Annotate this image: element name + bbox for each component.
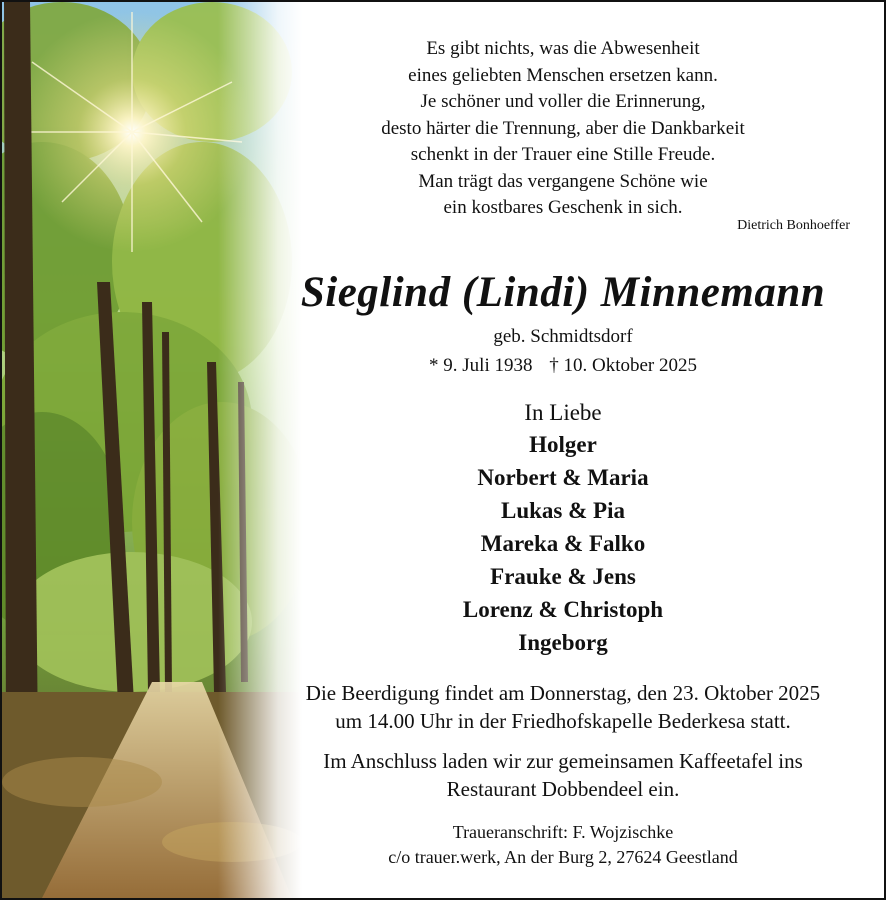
forest-path-photo [2, 2, 302, 898]
funeral-line: um 14.00 Uhr in der Friedhofskapelle Bederkesa statt. [335, 709, 791, 733]
mourner-name: Ingeborg [518, 630, 608, 655]
funeral-line: Die Beerdigung findet am Donnerstag, den 23. Oktober 2025 [305, 681, 821, 705]
funeral-info [264, 679, 862, 735]
birth-date: * 9. Juli 1938 [429, 355, 533, 376]
quote-block [264, 36, 862, 222]
quote-line: desto härter die Trennung, aber die Dankbarkeit [381, 117, 745, 139]
mourner-name: Lorenz & Christoph [462, 597, 664, 622]
quote-line: schenkt in der Trauer eine Stille Freude. [410, 144, 716, 165]
reception-line: Restaurant Dobbendeel ein. [446, 777, 680, 801]
quote-line: Es gibt nichts, was die Abwesenheit [426, 38, 700, 59]
quote-line: Je schöner und voller die Erinnerung, [420, 91, 706, 112]
mourning-address [264, 820, 862, 870]
mourner-name: Frauke & Jens [490, 564, 636, 589]
quote-line: eines geliebten Menschen ersetzen kann. [408, 64, 718, 86]
quote-line: ein kostbares Geschenk in sich. [443, 197, 683, 218]
reception-line: Im Anschluss laden wir zur gemeinsamen Kaffeetafel ins [323, 749, 803, 773]
forest-illustration [2, 2, 302, 898]
deceased-name: Sieglind (Lindi) Minnemann [300, 269, 826, 316]
address-line: Traueranschrift: F. Wojzischke [452, 822, 674, 842]
mourners-intro: In Liebe [524, 400, 602, 425]
mourner-name: Holger [529, 432, 597, 457]
quote-author: Dietrich Bonhoeffer [737, 218, 850, 233]
life-dates [264, 355, 862, 377]
quote-line: Man trägt das vergangene Schöne wie [418, 170, 708, 192]
mourner-name: Norbert & Maria [477, 465, 649, 490]
mourner-name: Lukas & Pia [501, 498, 625, 523]
mourners-list [264, 398, 862, 659]
obituary-text [264, 2, 862, 898]
mourner-name: Mareka & Falko [480, 531, 646, 556]
reception-info [264, 747, 862, 803]
address-line: c/o trauer.werk, An der Burg 2, 27624 Geestland [388, 847, 738, 867]
birth-name: geb. Schmidtsdorf [493, 326, 633, 347]
death-date: † 10. Oktober 2025 [549, 355, 697, 376]
